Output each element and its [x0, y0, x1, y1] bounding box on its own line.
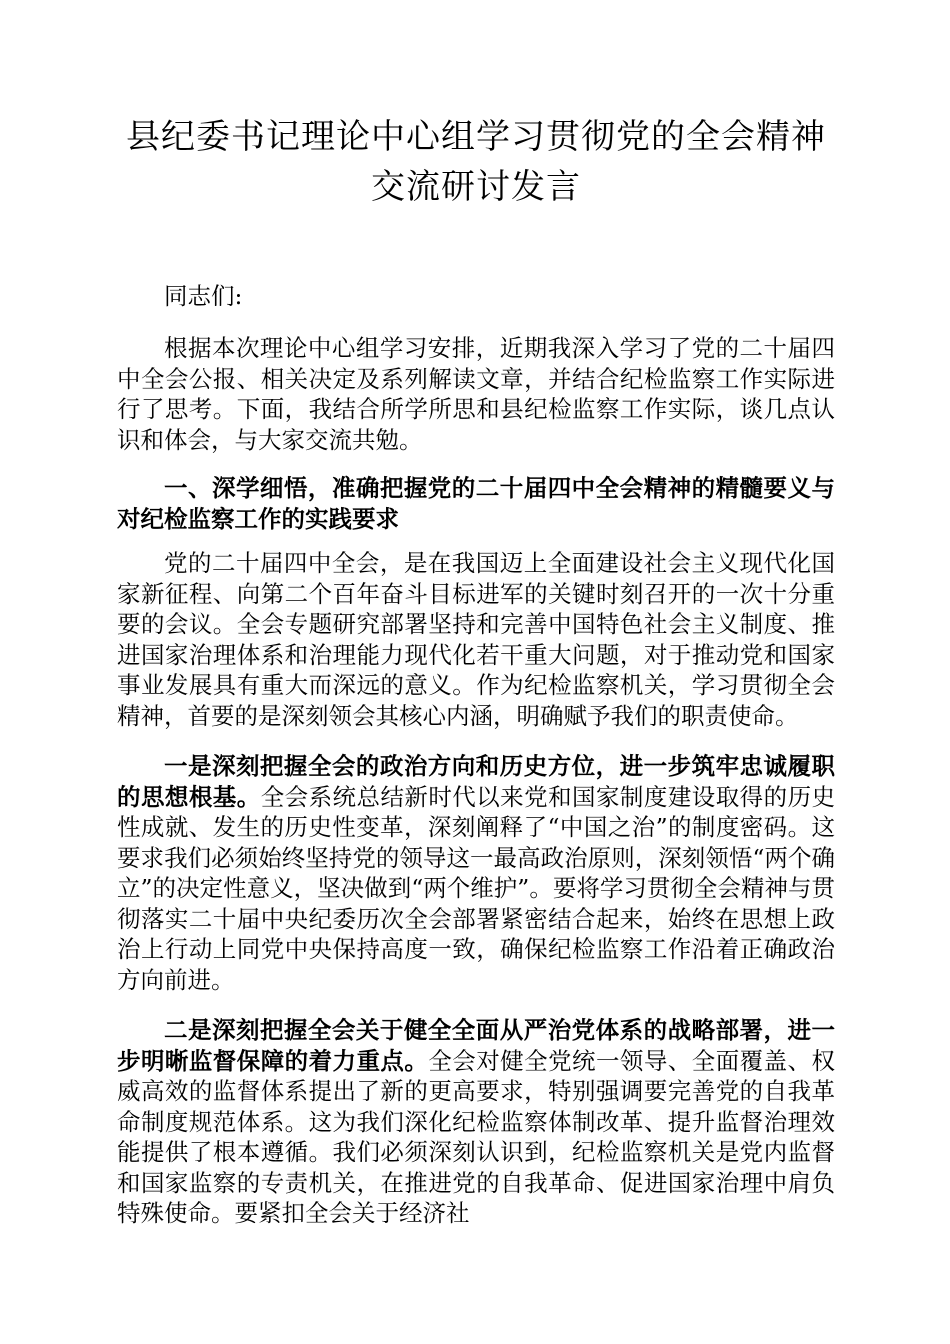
document-page [117, 112, 835, 1229]
salutation: 同志们: [164, 282, 243, 310]
document-title [117, 112, 835, 212]
point-2-lead: 二是深刻把握全会关于健全全面从严治党体系的战略部署，进一步明晰监督保障的着力重点。 [117, 1016, 835, 1075]
title-line-1: 县纪委书记理论中心组学习贯彻党的全会精神 [126, 117, 826, 157]
section-1-paragraph: 党的二十届四中全会，是在我国迈上全面建设社会主义现代化国家新征程、向第二个百年奋斗目标进军的关键时刻召开的一次十分重要的会议。全会专题研究部署坚持和完善中国特色社会主义制度、推进国家治理体系和治理能力现代化若干重大问题，对于推动党和国家事业发展具有重大而深远的意义。作为纪检监察机关，学习贯彻全会精神，首要的是深刻领会其核心内涵，明确赋予我们的职责使命。 [117, 549, 835, 730]
title-line-2: 交流研讨发言 [371, 167, 581, 207]
point-2-body: 全会对健全党统一领导、全面覆盖、权威高效的监督体系提出了新的更高要求，特别强调要完善党的自我革命制度规范体系。这为我们深化纪检监察体制改革、提升监督治理效能提供了根本遵循。我们必须深刻认识到，纪检监察机关是党内监督和国家监察的专责机关，在推进党的自我革命、促进国家治理中肩负特殊使命。要紧扣全会关于经济社 [117, 1046, 836, 1227]
section-1-heading: 一、深学细悟，准确把握党的二十届四中全会精神的精髓要义与对纪检监察工作的实践要求 [117, 474, 835, 533]
point-1-lead: 一是深刻把握全会的政治方向和历史方位，进一步筑牢忠诚履职的思想根基。 [117, 752, 835, 811]
point-1-paragraph [117, 751, 835, 995]
intro-paragraph: 根据本次理论中心组学习安排，近期我深入学习了党的二十届四中全会公报、相关决定及系列解读文章，并结合纪检监察工作实际进行了思考。下面，我结合所学所思和县纪检监察工作实际，谈几点认识和体会，与大家交流共勉。 [117, 334, 835, 454]
point-2-paragraph [117, 1015, 835, 1229]
point-1-body: 全会系统总结新时代以来党和国家制度建设取得的历史性成就、发生的历史性变革，深刻阐释了“中国之治”的制度密码。这要求我们必须始终坚持党的领导这一最高政治原则，深刻领悟“两个确立”的决定性意义，坚决做到“两个维护”。要将学习贯彻全会精神与贯彻落实二十届中央纪委历次全会部署紧密结合起来，始终在思想上政治上行动上同党中央保持高度一致，确保纪检监察工作沿着正确政治方向前进。 [117, 782, 836, 994]
